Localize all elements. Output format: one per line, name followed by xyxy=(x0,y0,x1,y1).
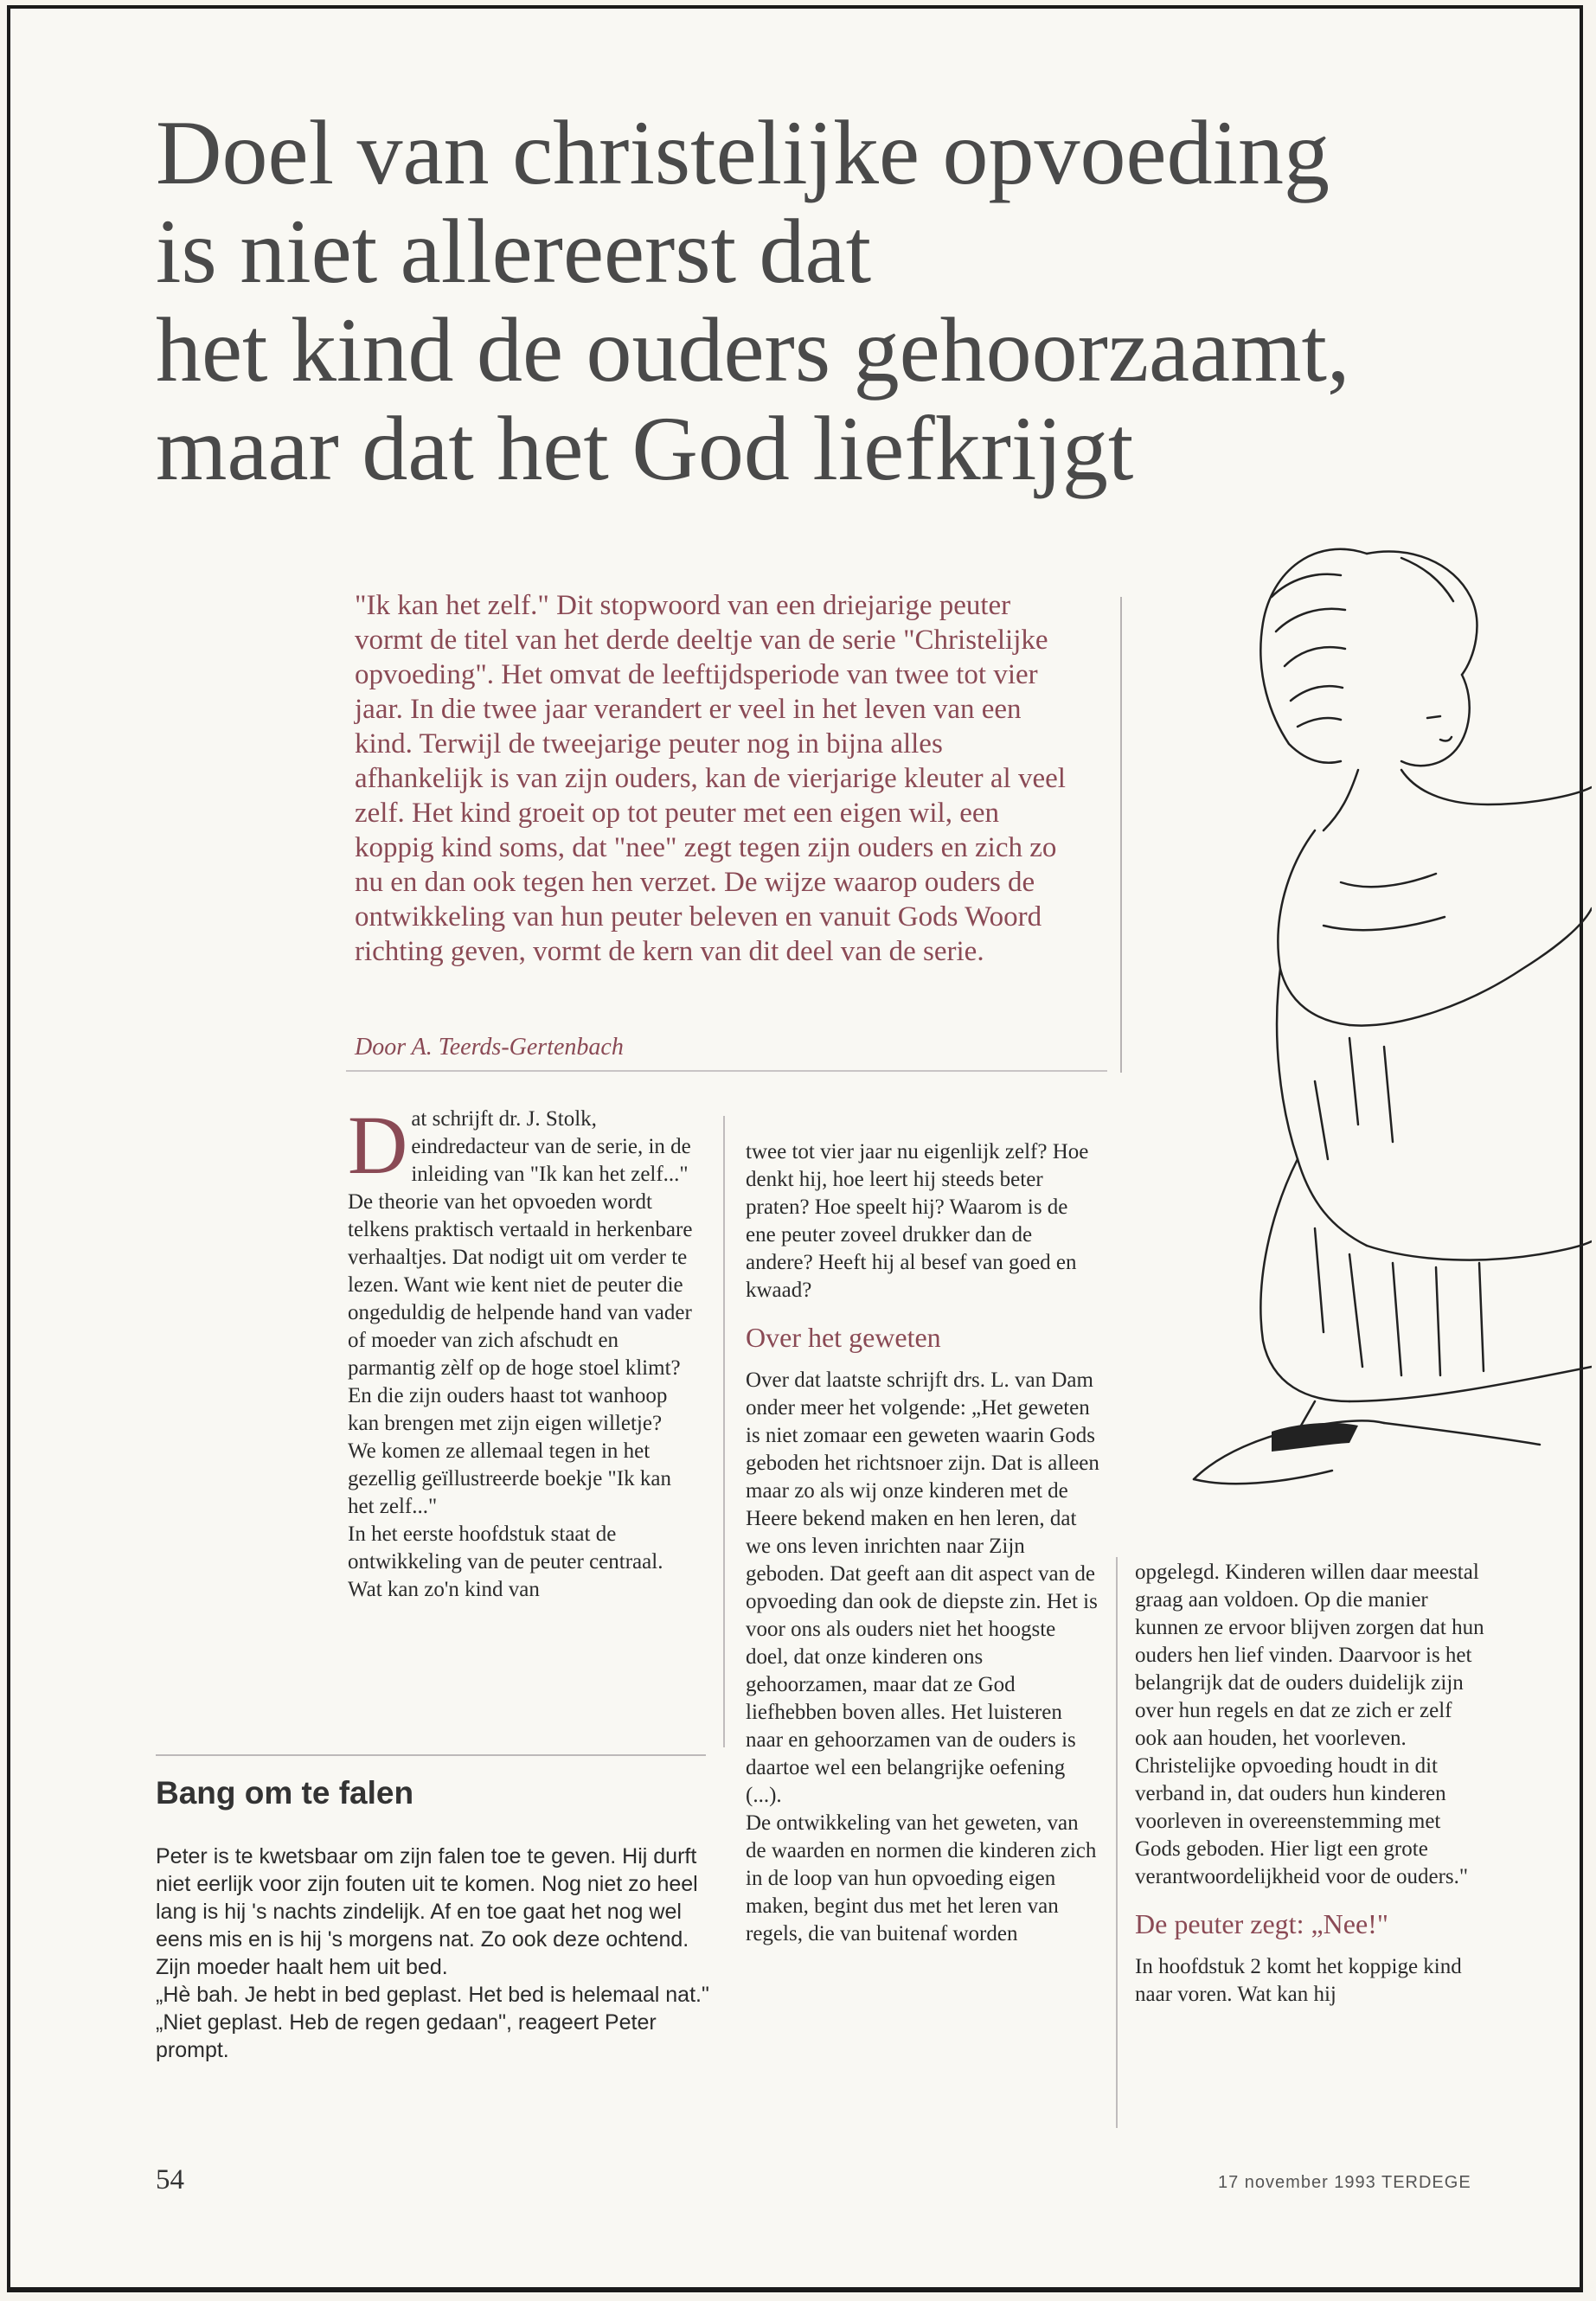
headline-line: Doel van christelijke opvoeding xyxy=(156,102,1330,203)
section-subhead: De peuter zegt: „Nee!" xyxy=(1135,1908,1388,1939)
page-number: 54 xyxy=(156,2164,184,2195)
headline-line: maar dat het God liefkrijgt xyxy=(156,398,1134,499)
body-paragraph: opgelegd. Kinderen willen daar meestal graag aan voldoen. Op die manier kunnen ze ervoor blijven zorgen dat hun ouders hen lief vinden. Daarvoor is het belangrijk dat de ouders duidelijk zijn over hun regels en dat ze zich er zelf ook aan houden, het voorleven. Christelijke opvoeding houdt in dit verband in, dat ouders hun kinderen voorleven in overeenstemming met Gods geboden. Hier ligt een grote verantwoordelijkheid voor de ouders." xyxy=(1135,1561,1484,1888)
article-column-3 xyxy=(1135,1559,1490,2009)
drop-cap: D xyxy=(348,1099,408,1191)
section-subhead: Over het geweten xyxy=(746,1322,941,1353)
column-divider xyxy=(723,1116,725,1747)
article-column-1 xyxy=(348,1099,694,1604)
body-paragraph: De ontwikkeling van het geweten, van de waarden en normen die kinderen zich in de loop van hun opvoeding eigen maken, begint dus met het leren van regels, die van buitenaf worden xyxy=(746,1811,1097,1945)
headline-line: is niet allereerst dat xyxy=(156,201,872,302)
sidebar-paragraph: Peter is te kwetsbaar om zijn falen toe te geven. Hij durft niet eerlijk voor zijn fouten uit te komen. Nog niet zo heel lang is hij 's nachts zindelijk. Af en toe gaat het nog wel eens mis en is hij 's morgens nat. Zo ook deze ochtend. Zijn moeder haalt hem uit bed. xyxy=(156,1844,698,1979)
intro-divider xyxy=(1120,597,1122,1073)
byline-divider xyxy=(346,1070,1107,1072)
sidebar-text xyxy=(156,1843,709,2064)
issue-info: 17 november 1993 TERDEGE xyxy=(1218,2173,1471,2192)
body-paragraph: In hoofdstuk 2 komt het koppige kind naar voren. Wat kan hij xyxy=(1135,1955,1462,2006)
child-sketch-illustration xyxy=(1142,519,1592,1574)
headline-line: het kind de ouders gehoorzaamt, xyxy=(156,299,1350,401)
author-byline: Door A. Teerds-Gertenbach xyxy=(355,1034,624,1061)
column-divider xyxy=(1116,1557,1118,2128)
sidebar-title: Bang om te falen xyxy=(156,1775,414,1811)
body-paragraph: at schrijft dr. J. Stolk, eindredacteur van de serie, in de inleiding van "Ik kan het zelf..." De theorie van het opvoeden wordt telkens praktisch vertaald in herkenbare verhaaltjes. Dat nodigt uit om verder te lezen. Want wie kent niet de peuter die ongeduldig de helpende hand van vader of moeder van zich afschudt en parmantig zèlf op de hoge stoel klimt? En die zijn ouders haast tot wanhoop kan brengen met zijn eigen willetje? We komen ze allemaal tegen in het gezellig geïllustreerde boekje "Ik kan het zelf..." xyxy=(348,1107,693,1518)
intro-paragraph: "Ik kan het zelf." Dit stopwoord van een driejarige peuter vormt de titel van het derde deeltje van de serie "Christelijke opvoeding". Het omvat de leeftijdsperiode van twee tot vier jaar. In die twee jaar verandert er veel in het leven van een kind. Terwijl de tweejarige peuter nog in bijna alles afhankelijk is van zijn ouders, kan de vierjarige kleuter al veel zelf. Het kind groeit op tot peuter met een eigen wil, een koppig kind soms, dat "nee" zegt tegen zijn ouders en zich zo nu en dan ook tegen hen verzet. De wijze waarop ouders de ontwikkeling van hun peuter beleven en vanuit Gods Woord richting geven, vormt de kern van dit deel van de serie. xyxy=(355,590,1066,967)
sidebar-divider xyxy=(156,1754,706,1756)
body-paragraph: Over dat laatste schrijft drs. L. van Dam onder meer het volgende: „Het geweten is niet zomaar een geweten waarin Gods geboden het richtsnoer zijn. Dat is alleen maar zo als wij onze kinderen met de Heere bekend maken en hen leren, dat we ons leven inrichten naar Zijn geboden. Dat geeft aan dit aspect van de opvoeding dan ook de diepste zin. Het is voor ons als ouders niet het hoogste doel, dat onze kinderen ons gehoorzamen, maar dat ze God liefhebben boven alles. Het luisteren naar en gehoorzamen van de ouders is daartoe wel een belangrijke oefening (...). xyxy=(746,1368,1099,1807)
article-headline xyxy=(156,104,1505,498)
article-column-2 xyxy=(746,1138,1102,1948)
body-paragraph: twee tot vier jaar nu eigenlijk zelf? Hoe denkt hij, hoe leert hij steeds beter praten? Hoe speelt hij? Waarom is de ene peuter zoveel drukker dan de andere? Heeft hij al besef van goed en kwaad? xyxy=(746,1140,1089,1302)
body-paragraph: In het eerste hoofdstuk staat de ontwikkeling van de peuter centraal. Wat kan zo'n kind van xyxy=(348,1522,663,1601)
sidebar-paragraph: „Hè bah. Je hebt in bed geplast. Het bed is helemaal nat." xyxy=(156,1983,709,2007)
sidebar-paragraph: „Niet geplast. Heb de regen gedaan", reageert Peter prompt. xyxy=(156,2010,657,2062)
